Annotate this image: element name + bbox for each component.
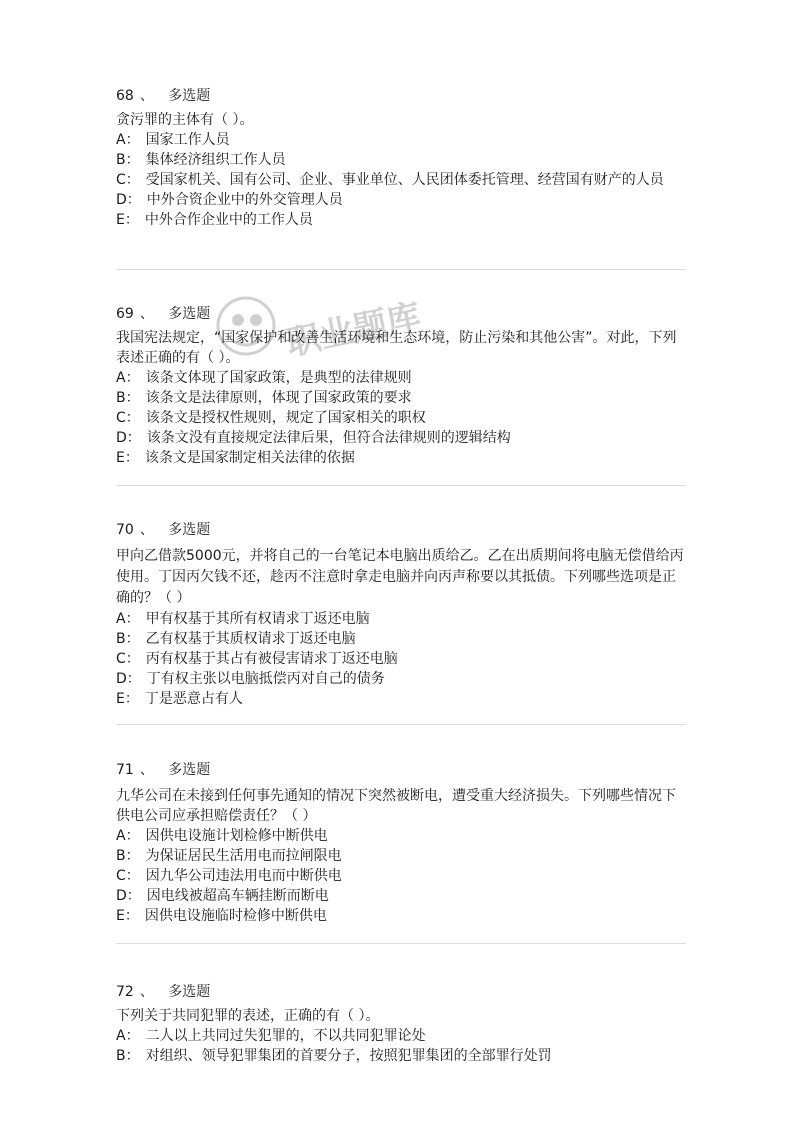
option-e: E： 丁是恶意占有人 bbox=[116, 691, 243, 707]
option-a: A： 国家工作人员 bbox=[116, 132, 230, 148]
question-number: 70 bbox=[116, 522, 134, 538]
question-header bbox=[116, 86, 686, 106]
question-type: 多选题 bbox=[168, 984, 211, 1000]
question-70 bbox=[116, 520, 686, 709]
divider bbox=[116, 269, 686, 270]
question-separator: 、 bbox=[139, 984, 154, 1000]
option-c: C： 该条文是授权性规则，规定了国家相关的职权 bbox=[116, 410, 426, 426]
option-c: C： 受国家机关、国有公司、企业、事业单位、人民团体委托管理、经营国有财产的人员 bbox=[116, 172, 664, 188]
question-type: 多选题 bbox=[168, 88, 211, 104]
option-d: D： 该条文没有直接规定法律后果，但符合法律规则的逻辑结构 bbox=[116, 430, 511, 446]
divider bbox=[116, 943, 686, 944]
question-separator: 、 bbox=[139, 306, 154, 322]
question-stem: 甲向乙借款5000元，并将自己的一台笔记本电脑出质给乙。乙在出质期间将电脑无偿借给丙使用。丁因丙欠钱不还，趁丙不注意时拿走电脑并向丙声称要以其抵债。下列哪些选项是正确的？（ ） bbox=[116, 548, 684, 606]
question-header bbox=[116, 304, 686, 324]
option-e: E： 因供电设施临时检修中断供电 bbox=[116, 908, 327, 924]
option-d: D： 因电线被超高车辆挂断而断电 bbox=[116, 888, 329, 904]
divider bbox=[116, 724, 686, 725]
question-type: 多选题 bbox=[168, 522, 211, 538]
question-stem: 下列关于共同犯罪的表述，正确的有（ ）。 bbox=[116, 1008, 380, 1024]
question-number: 69 bbox=[116, 306, 134, 322]
option-b: B： 为保证居民生活用电而拉闸限电 bbox=[116, 848, 342, 864]
option-a: A： 该条文体现了国家政策，是典型的法律规则 bbox=[116, 370, 412, 386]
option-b: B： 该条文是法律原则，体现了国家政策的要求 bbox=[116, 390, 412, 406]
option-c: C： 因九华公司违法用电而中断供电 bbox=[116, 868, 342, 884]
question-type: 多选题 bbox=[168, 306, 211, 322]
question-69 bbox=[116, 304, 686, 468]
question-stem: 贪污罪的主体有（ ）。 bbox=[116, 112, 254, 128]
question-separator: 、 bbox=[139, 522, 154, 538]
question-type: 多选题 bbox=[168, 762, 211, 778]
option-c: C： 丙有权基于其占有被侵害请求丁返还电脑 bbox=[116, 651, 398, 667]
question-header bbox=[116, 520, 686, 540]
option-a: A： 甲有权基于其所有权请求丁返还电脑 bbox=[116, 611, 370, 627]
divider bbox=[116, 485, 686, 486]
question-number: 68 bbox=[116, 88, 134, 104]
option-e: E： 中外合作企业中的工作人员 bbox=[116, 212, 313, 228]
question-header bbox=[116, 982, 686, 1002]
option-b: B： 乙有权基于其质权请求丁返还电脑 bbox=[116, 631, 356, 647]
option-d: D： 丁有权主张以电脑抵偿丙对自己的债务 bbox=[116, 671, 385, 687]
question-header bbox=[116, 760, 686, 780]
question-stem: 我国宪法规定，“国家保护和改善生活环境和生态环境，防止污染和其他公害”。对此，下列表述正确的有（ ）。 bbox=[116, 330, 677, 366]
question-separator: 、 bbox=[139, 88, 154, 104]
question-71 bbox=[116, 760, 686, 926]
option-d: D： 中外合资企业中的外交管理人员 bbox=[116, 192, 343, 208]
option-a: A： 二人以上共同过失犯罪的，不以共同犯罪论处 bbox=[116, 1028, 426, 1044]
question-separator: 、 bbox=[139, 762, 154, 778]
option-e: E： 该条文是国家制定相关法律的依据 bbox=[116, 450, 355, 466]
question-68 bbox=[116, 86, 686, 230]
question-stem: 九华公司在未接到任何事先通知的情况下突然被断电，遭受重大经济损失。下列哪些情况下供电公司应承担赔偿责任？（ ） bbox=[116, 788, 676, 824]
question-72 bbox=[116, 982, 686, 1066]
question-number: 71 bbox=[116, 762, 134, 778]
option-b: B： 对组织、领导犯罪集团的首要分子，按照犯罪集团的全部罪行处罚 bbox=[116, 1048, 552, 1064]
watermark-text: 职业题库 bbox=[283, 296, 425, 364]
option-a: A： 因供电设施计划检修中断供电 bbox=[116, 828, 328, 844]
question-number: 72 bbox=[116, 984, 134, 1000]
option-b: B： 集体经济组织工作人员 bbox=[116, 152, 286, 168]
